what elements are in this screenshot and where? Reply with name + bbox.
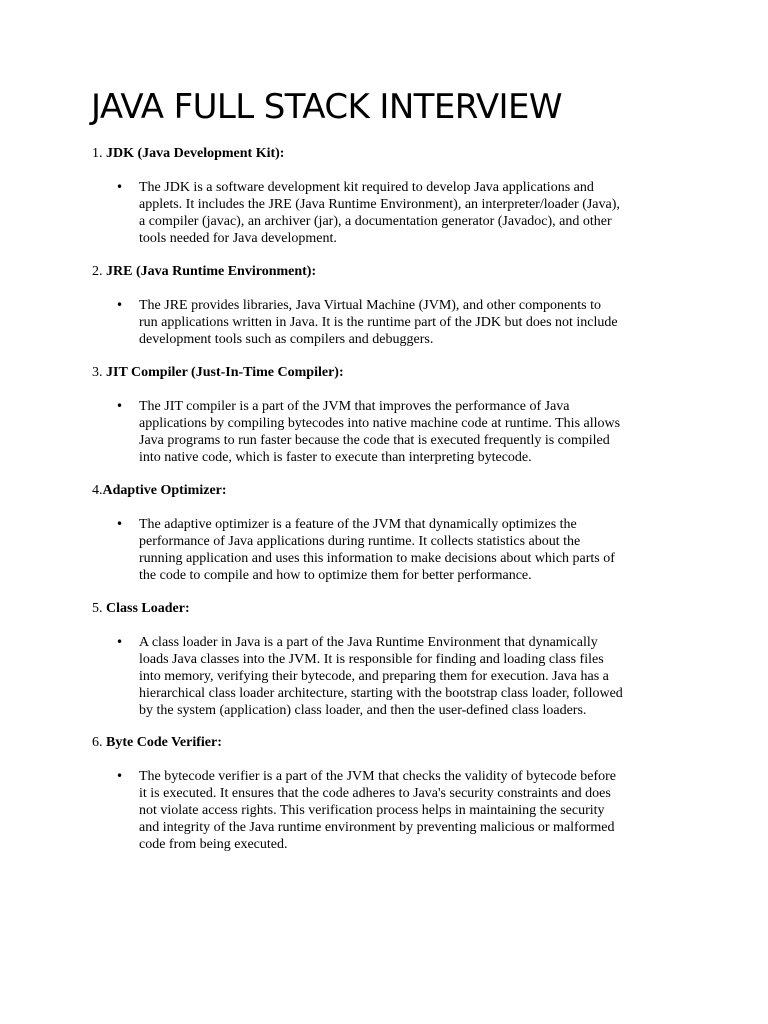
section-title: Class Loader: (106, 601, 190, 616)
bullet-icon: • (116, 635, 124, 649)
section-number: 3. (92, 365, 106, 380)
section-heading (92, 263, 316, 280)
section-description: A class loader in Java is a part of the Java Runtime Environment that dynamically loads Java classes into the JVM. It is responsible for finding and loading class files into memory, verifying their bytecode, and preparing them for execution. Java has a hierarchical class loader architecture, starting with the bootstrap class loader, followed by the system (application) class loader, and then the user-defined class loaders. (139, 635, 623, 718)
bullet-icon: • (116, 517, 124, 531)
section-description: The JIT compiler is a part of the JVM that improves the performance of Java applications by compiling bytecodes into native machine code at runtime. This allows Java programs to run faster because the code that is executed frequently is compiled into native code, which is faster to execute than interpreting bytecode. (139, 399, 621, 465)
section-description: The JDK is a software development kit required to develop Java applications and applets. It includes the JRE (Java Runtime Environment), an interpreter/loader (Java), a compiler (javac), an archiver (jar), a documentation generator (Javadoc), and other tools needed for Java development. (139, 180, 620, 246)
section-heading (92, 145, 284, 162)
section-title: JRE (Java Runtime Environment): (106, 264, 317, 279)
section-heading (92, 482, 227, 499)
section-heading (92, 364, 344, 381)
bullet-icon: • (116, 180, 124, 194)
section-number: 5. (92, 601, 106, 616)
bullet-icon: • (116, 769, 124, 783)
section-title: JDK (Java Development Kit): (106, 146, 285, 161)
section-description: The JRE provides libraries, Java Virtual Machine (JVM), and other components to run applications written in Java. It is the runtime part of the JDK but does not include development tools such as compilers and debuggers. (139, 298, 618, 347)
section-number: 2. (92, 264, 106, 279)
document-title: JAVA FULL STACK INTERVIEW (91, 87, 562, 127)
section-title: JIT Compiler (Just-In-Time Compiler): (106, 365, 344, 380)
bullet-icon: • (116, 298, 124, 312)
section-number: 4. (92, 483, 103, 498)
section-number: 6. (92, 735, 106, 750)
section-title: Byte Code Verifier: (106, 735, 222, 750)
section-number: 1. (92, 146, 106, 161)
section-heading (92, 734, 222, 751)
section-description: The adaptive optimizer is a feature of the JVM that dynamically optimizes the performance of Java applications during runtime. It collects statistics about the running application and uses this information to make decisions about which parts of the code to compile and how to optimize them for better performance. (139, 517, 615, 583)
bullet-icon: • (116, 399, 124, 413)
section-description: The bytecode verifier is a part of the JVM that checks the validity of bytecode before it is executed. It ensures that the code adheres to Java's security constraints and does not violate access rights. This verification process helps in maintaining the security and integrity of the Java runtime environment by preventing malicious or malformed code from being executed. (139, 769, 616, 852)
section-title: Adaptive Optimizer: (102, 483, 227, 498)
section-heading (92, 600, 190, 617)
